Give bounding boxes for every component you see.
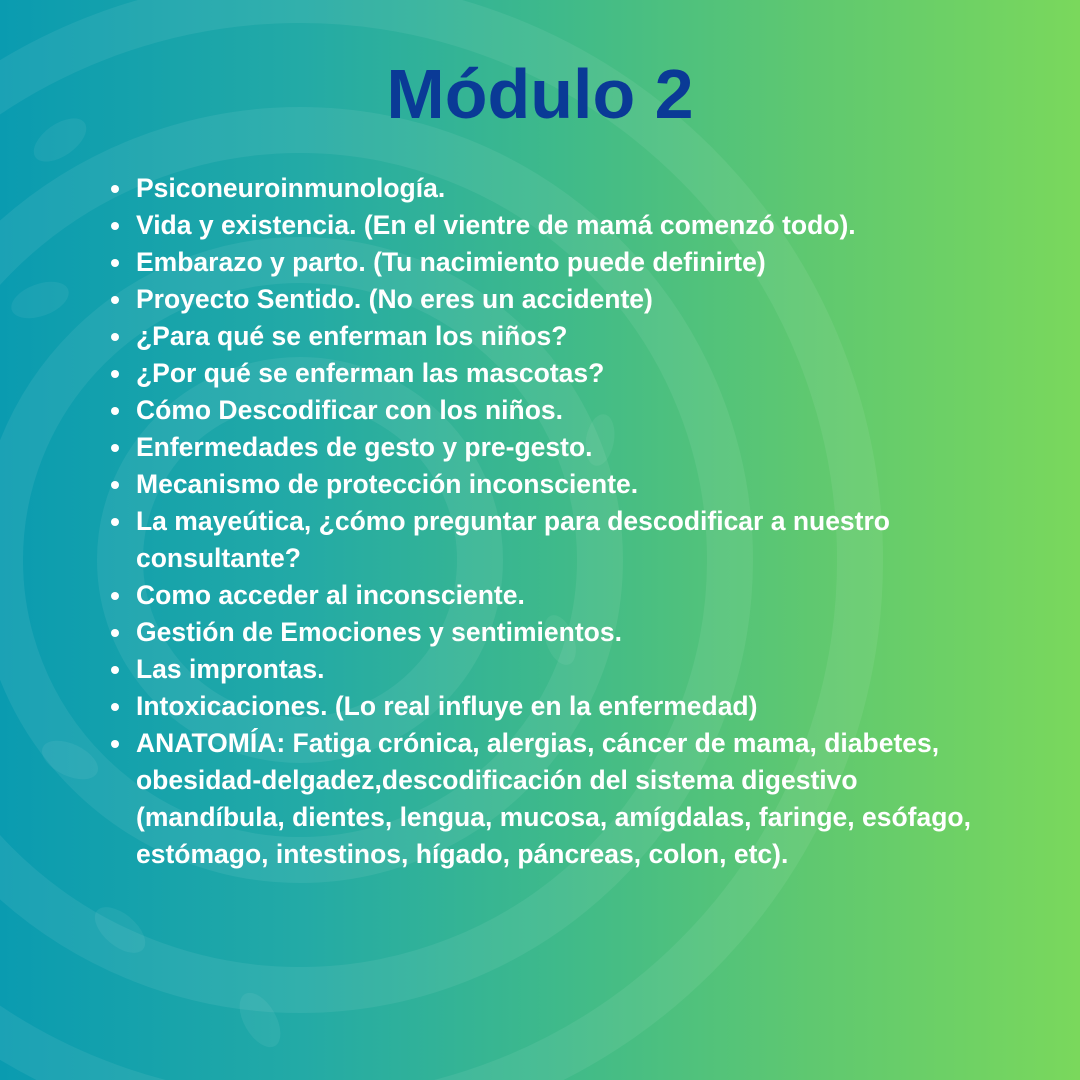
list-item xyxy=(108,651,1008,688)
list-item xyxy=(108,170,1008,207)
list-item-text: Enfermedades de gesto y pre-gesto. xyxy=(136,432,593,462)
list-item xyxy=(108,614,1008,651)
list-item xyxy=(108,281,1008,318)
bullet-icon xyxy=(111,185,119,193)
topic-list xyxy=(108,170,1008,873)
list-item xyxy=(108,318,1008,355)
bullet-icon xyxy=(111,407,119,415)
list-item-text: Intoxicaciones. (Lo real influye en la enfermedad) xyxy=(136,691,758,721)
bullet-icon xyxy=(111,629,119,637)
page-title: Módulo 2 xyxy=(386,55,694,133)
list-item xyxy=(108,429,1008,466)
list-item-text: Mecanismo de protección inconsciente. xyxy=(136,469,639,499)
bullet-icon xyxy=(111,518,119,526)
bullet-icon xyxy=(111,296,119,304)
list-item xyxy=(108,725,1008,873)
bullet-icon xyxy=(111,370,119,378)
list-item xyxy=(108,207,1008,244)
bullet-icon xyxy=(111,703,119,711)
list-item-text: Vida y existencia. (En el vientre de mamá comenzó todo). xyxy=(136,210,856,240)
bullet-icon xyxy=(111,666,119,674)
list-item-text: Gestión de Emociones y sentimientos. xyxy=(136,617,622,647)
bullet-icon xyxy=(111,222,119,230)
list-item-text: Embarazo y parto. (Tu nacimiento puede definirte) xyxy=(136,247,766,277)
list-item-text: La mayeútica, ¿cómo preguntar para descodificar a nuestro consultante? xyxy=(136,506,890,573)
list-item xyxy=(108,355,1008,392)
list-item-text: ¿Por qué se enferman las mascotas? xyxy=(136,358,605,388)
list-item xyxy=(108,503,1008,577)
list-item xyxy=(108,466,1008,503)
list-item-text: Las improntas. xyxy=(136,654,325,684)
list-item-text: Cómo Descodificar con los niños. xyxy=(136,395,564,425)
bullet-icon xyxy=(111,592,119,600)
bullet-icon xyxy=(111,740,119,748)
list-item xyxy=(108,392,1008,429)
list-item-text: Psiconeuroinmunología. xyxy=(136,173,446,203)
bullet-icon xyxy=(111,259,119,267)
list-item-text: Proyecto Sentido. (No eres un accidente) xyxy=(136,284,653,314)
bullet-icon xyxy=(111,444,119,452)
bullet-icon xyxy=(111,481,119,489)
list-item xyxy=(108,244,1008,281)
bullet-icon xyxy=(111,333,119,341)
list-item xyxy=(108,688,1008,725)
list-item xyxy=(108,577,1008,614)
list-item-text: Como acceder al inconsciente. xyxy=(136,580,525,610)
list-item-text: ¿Para qué se enferman los niños? xyxy=(136,321,568,351)
list-item-text: ANATOMÍA: Fatiga crónica, alergias, cáncer de mama, diabetes, obesidad-delgadez,descodificación del sistema digestivo (mandíbula, dientes, lengua, mucosa, amígdalas, faringe, esófago, estómago, intestinos, hígado, páncreas, colon, etc). xyxy=(136,728,971,869)
